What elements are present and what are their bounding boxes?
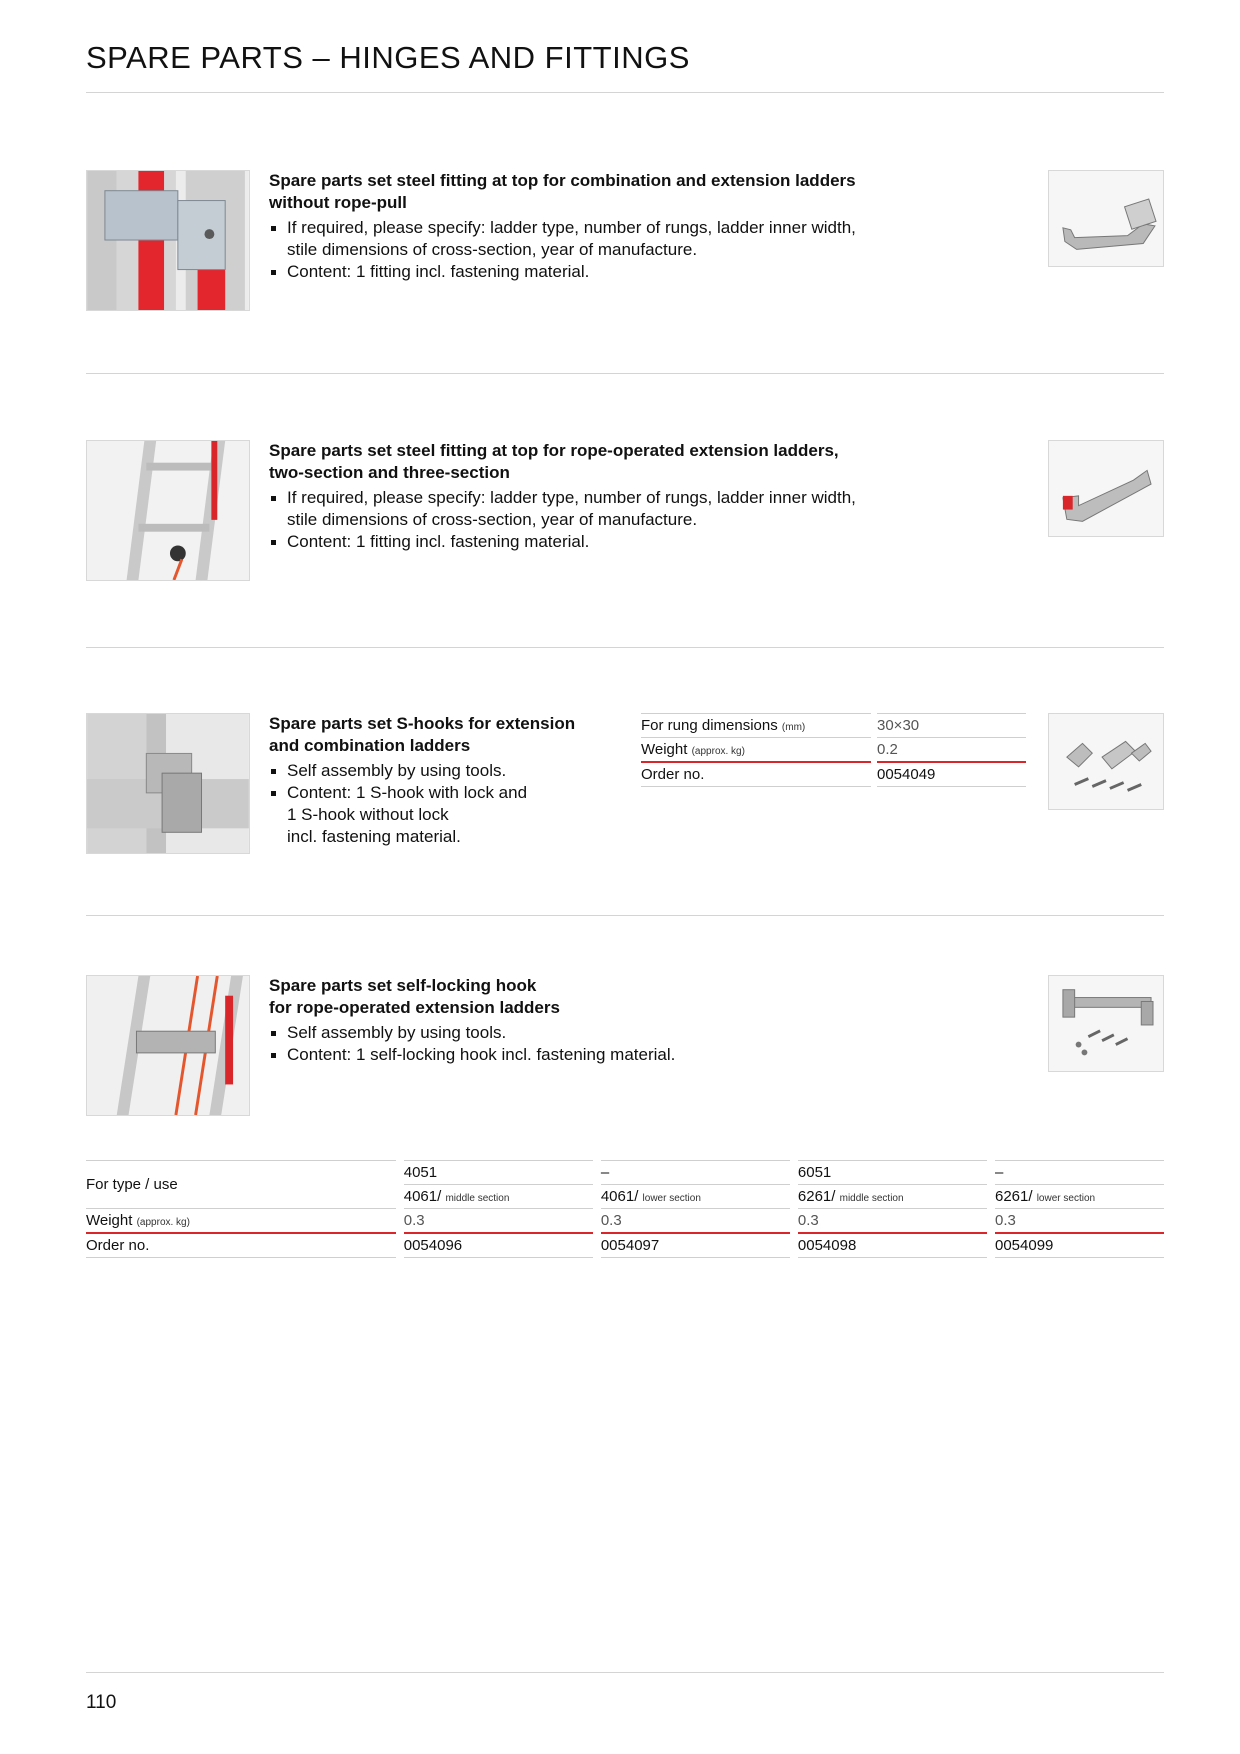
weight-value: 0.2 <box>877 738 1026 763</box>
product-description <box>269 440 856 553</box>
feature-item-continued: incl. fastening material. <box>287 827 461 846</box>
spec-row-order: Order no. 0054049 <box>641 762 1026 787</box>
spec-table <box>641 713 1026 787</box>
weight-row: Weight (approx. kg) 0.3 0.3 0.3 0.3 <box>86 1208 1164 1232</box>
feature-item: Content: 1 S-hook with lock and <box>269 782 575 804</box>
feature-item: Self assembly by using tools. <box>269 760 575 782</box>
feature-item-continued: stile dimensions of cross-section, year of manufacture. <box>287 510 698 529</box>
feature-item: If required, please specify: ladder type, number of rungs, ladder inner width, <box>269 217 856 239</box>
spec-row-weight: Weight (approx. kg) 0.2 <box>641 738 1026 763</box>
feature-item: Content: 1 fitting incl. fastening material. <box>269 261 856 283</box>
order-number: 0054049 <box>877 762 1026 787</box>
feature-list <box>269 1022 675 1066</box>
title-divider <box>86 92 1164 93</box>
product-title: Spare parts set steel fitting at top for rope-operated extension ladders, two-section and three-section <box>269 441 839 482</box>
product-title: Spare parts set steel fitting at top for combination and extension ladders without rope-pull <box>269 171 856 212</box>
locking-hook-photo <box>86 975 250 1116</box>
feature-item-continued: 1 S-hook without lock <box>287 805 449 824</box>
rope-ladder-photo <box>86 440 250 581</box>
feature-list <box>269 487 856 553</box>
rung-value: 30×30 <box>877 714 1026 738</box>
ladder-top-photo <box>86 170 250 311</box>
feature-item-continued: stile dimensions of cross-section, year of manufacture. <box>287 240 698 259</box>
fitting-part-image <box>1048 440 1164 537</box>
product-title: Spare parts set S-hooks for extension and combination ladders <box>269 714 576 755</box>
order-number: 0054098 <box>798 1232 987 1258</box>
feature-item: Content: 1 fitting incl. fastening material. <box>269 531 856 553</box>
type-subrow: 4061/ middle section 4061/ lower section 6261/ middle section 6261/ lower section <box>86 1184 1164 1208</box>
order-number: 0054097 <box>601 1232 790 1258</box>
page-number: 110 <box>86 1692 117 1713</box>
order-number: 0054096 <box>404 1232 593 1258</box>
footer-divider <box>86 1672 1164 1673</box>
section-divider <box>86 647 1164 648</box>
type-row: For type / use 4051 – 6051 – <box>86 1160 1164 1184</box>
section-divider <box>86 915 1164 916</box>
product-description <box>269 170 856 283</box>
page-title: SPARE PARTS – HINGES AND FITTINGS <box>86 40 690 75</box>
feature-item: Self assembly by using tools. <box>269 1022 675 1044</box>
locking-hook-part-image <box>1048 975 1164 1072</box>
order-number: 0054099 <box>995 1232 1164 1258</box>
feature-item: Content: 1 self-locking hook incl. fastening material. <box>269 1044 675 1066</box>
s-hook-photo <box>86 713 250 854</box>
spec-row-rung: For rung dimensions (mm) 30×30 <box>641 714 1026 738</box>
type-label: For type / use <box>86 1160 396 1208</box>
feature-item: If required, please specify: ladder type, number of rungs, ladder inner width, <box>269 487 856 509</box>
feature-list <box>269 760 575 848</box>
fitting-part-image <box>1048 170 1164 267</box>
product-description <box>269 713 575 848</box>
type-order-table <box>86 1160 1164 1258</box>
section-divider <box>86 373 1164 374</box>
product-description <box>269 975 675 1066</box>
feature-list <box>269 217 856 283</box>
s-hook-part-image <box>1048 713 1164 810</box>
product-title: Spare parts set self-locking hook for rope-operated extension ladders <box>269 976 560 1017</box>
order-row: Order no. 0054096 0054097 0054098 0054099 <box>86 1232 1164 1258</box>
